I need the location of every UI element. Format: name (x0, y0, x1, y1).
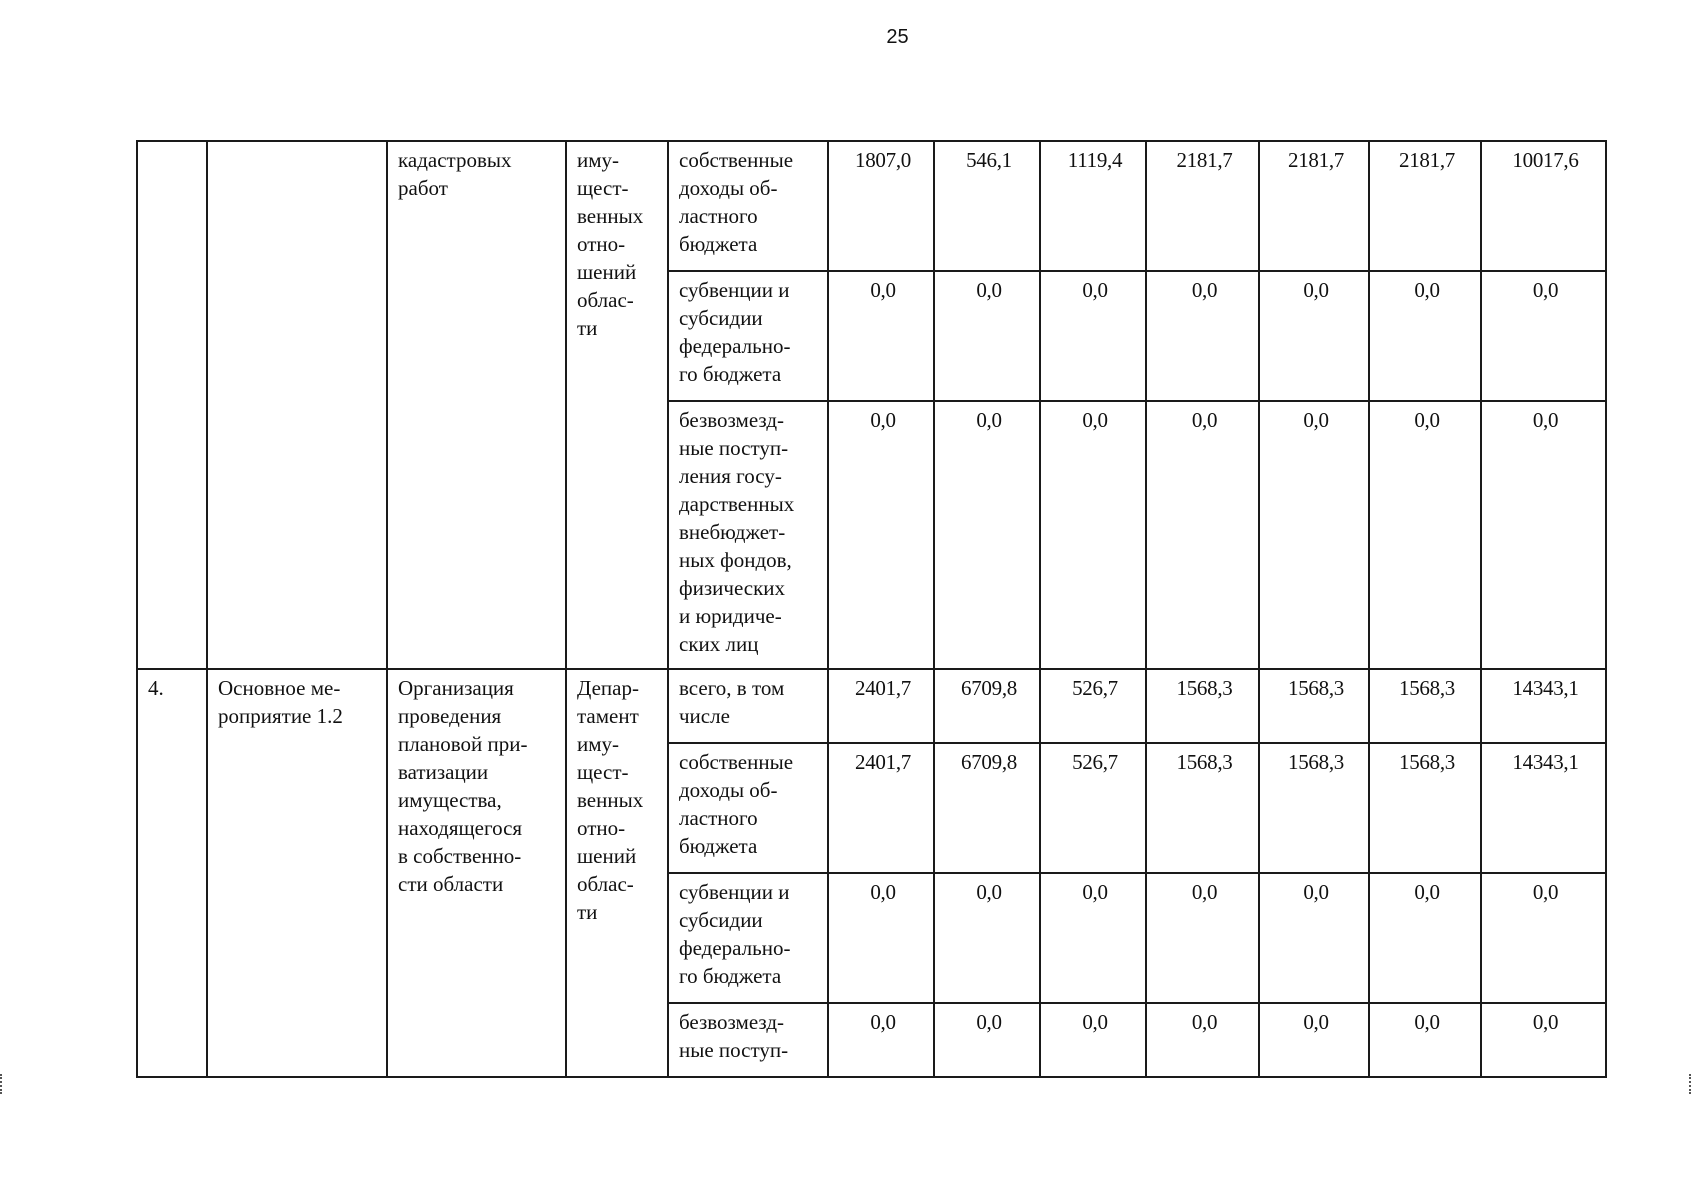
value-cell: 0,0 (1146, 271, 1259, 401)
value-cell: 0,0 (1146, 1003, 1259, 1077)
funding-source-cell: собственные доходы об- ластного бюджета (668, 141, 828, 271)
funding-source-cell: безвозмезд- ные поступ- ления госу- дарственных внебюджет- ных фондов, физических и юридиче- ских лиц (668, 401, 828, 669)
funding-source-cell: субвенции и субсидии федерально- го бюджета (668, 271, 828, 401)
funding-source-cell: всего, в том числе (668, 669, 828, 743)
value-cell: 0,0 (1369, 401, 1481, 669)
value-cell: 526,7 (1040, 669, 1146, 743)
value-cell: 0,0 (828, 401, 934, 669)
scan-edge-mark (0, 1074, 8, 1094)
value-cell: 1807,0 (828, 141, 934, 271)
value-cell: 1568,3 (1146, 669, 1259, 743)
value-cell: 0,0 (934, 1003, 1040, 1077)
total-value-cell: 0,0 (1481, 401, 1606, 669)
value-cell: 0,0 (1259, 271, 1369, 401)
program-name-cell: Организация проведения плановой при- ватизации имущества, находящегося в собственно- сти области (387, 669, 566, 1077)
value-cell: 6709,8 (934, 669, 1040, 743)
status-cell: Основное ме- роприятие 1.2 (207, 669, 387, 1077)
index-cell (137, 141, 207, 669)
value-cell: 0,0 (828, 873, 934, 1003)
value-cell: 2401,7 (828, 669, 934, 743)
value-cell: 0,0 (1369, 1003, 1481, 1077)
value-cell: 0,0 (1040, 1003, 1146, 1077)
value-cell: 0,0 (1040, 401, 1146, 669)
budget-table (136, 140, 1607, 1078)
total-value-cell: 14343,1 (1481, 743, 1606, 873)
value-cell: 2181,7 (1369, 141, 1481, 271)
total-value-cell: 0,0 (1481, 1003, 1606, 1077)
total-value-cell: 14343,1 (1481, 669, 1606, 743)
value-cell: 1568,3 (1369, 743, 1481, 873)
value-cell: 1568,3 (1146, 743, 1259, 873)
total-value-cell: 10017,6 (1481, 141, 1606, 271)
page-number: 25 (886, 26, 909, 48)
executor-cell: иму- щест- венных отно- шений облас- ти (566, 141, 668, 669)
total-value-cell: 0,0 (1481, 873, 1606, 1003)
value-cell: 0,0 (1259, 873, 1369, 1003)
value-cell: 2181,7 (1146, 141, 1259, 271)
index-cell: 4. (137, 669, 207, 1077)
value-cell: 2401,7 (828, 743, 934, 873)
program-name-cell: кадастровых работ (387, 141, 566, 669)
value-cell: 0,0 (934, 271, 1040, 401)
value-cell: 0,0 (934, 873, 1040, 1003)
value-cell: 0,0 (1040, 271, 1146, 401)
status-cell (207, 141, 387, 669)
value-cell: 1568,3 (1259, 743, 1369, 873)
funding-source-cell: субвенции и субсидии федерально- го бюджета (668, 873, 828, 1003)
executor-cell: Депар- тамент иму- щест- венных отно- шений облас- ти (566, 669, 668, 1077)
value-cell: 0,0 (1040, 873, 1146, 1003)
value-cell: 0,0 (1146, 401, 1259, 669)
value-cell: 0,0 (828, 1003, 934, 1077)
value-cell: 1119,4 (1040, 141, 1146, 271)
value-cell: 0,0 (828, 271, 934, 401)
value-cell: 526,7 (1040, 743, 1146, 873)
value-cell: 0,0 (1259, 401, 1369, 669)
value-cell: 1568,3 (1369, 669, 1481, 743)
value-cell: 1568,3 (1259, 669, 1369, 743)
scan-edge-mark (1689, 1074, 1697, 1094)
funding-source-cell: безвозмезд- ные поступ- (668, 1003, 828, 1077)
value-cell: 2181,7 (1259, 141, 1369, 271)
table-row (137, 669, 1606, 743)
value-cell: 0,0 (934, 401, 1040, 669)
total-value-cell: 0,0 (1481, 271, 1606, 401)
funding-source-cell: собственные доходы об- ластного бюджета (668, 743, 828, 873)
value-cell: 0,0 (1369, 271, 1481, 401)
value-cell: 0,0 (1146, 873, 1259, 1003)
value-cell: 0,0 (1369, 873, 1481, 1003)
value-cell: 6709,8 (934, 743, 1040, 873)
table-row (137, 141, 1606, 271)
value-cell: 0,0 (1259, 1003, 1369, 1077)
value-cell: 546,1 (934, 141, 1040, 271)
